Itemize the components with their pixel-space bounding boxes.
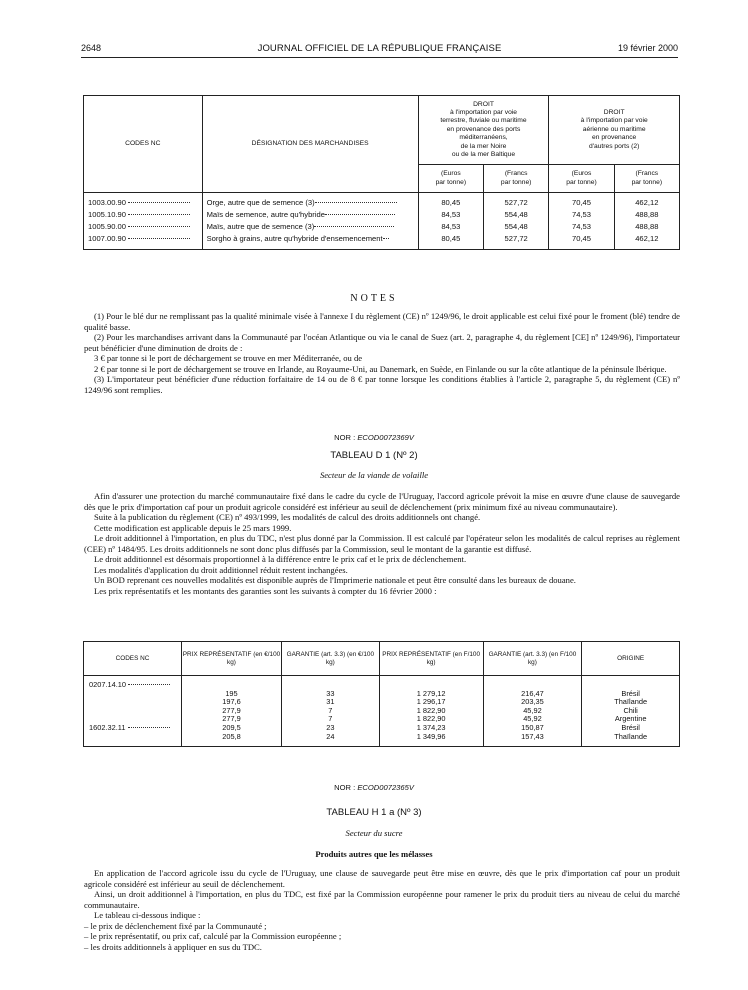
tableau-h1a-title: TABLEAU H 1 a (Nº 3) — [326, 807, 422, 818]
section-d-body: Afin d'assurer une protection du marché communautaire fixé dans le cadre du cycle de l'Uruguay, l'accord agricole prévoit la mise en œuvre d'une clause de sauvegarde dès que le prix d'importation caf pour un produit agricole considéré est inférieur au seuil de déclenchement (prix minimum fixé au niveau communautaire). Suite à la publication du règlement (CE) nº 493/1999, les modalités de calcul des droits additionnels ont changé. Cette modification est applicable depuis le 25 mars 1999. Le droit additionnel à l'importation, en plus du TDC, n'est plus donné par la Commission. Il est calculé par l'opérateur selon les modalités de calcul reprises au règlement (CEE) nº 1484/95. Les droits additionnels ne sont donc plus diffusés par la Commission, seul le montant de la garantie est diffusé. Le droit additionnel est désormais proportionnel à la différence entre le prix caf et le prix de déclenchement. Les modalités d'application du droit additionnel réduit restent inchangées. Un BOD reprenant ces nouvelles modalités est disponible auprès de l'Imprimerie nationale et peut être consulté dans les bureaux de douane. Les prix représentatifs et les montants des garanties sont les suivants à compter du 16 février 2000 : — [84, 491, 680, 596]
col-header-prix-frf: PRIX REPRÉSENTATIF (en F/100 kg) — [379, 642, 483, 676]
notes-body — [84, 311, 680, 395]
unit-francs: (Francs par tonne) — [484, 165, 549, 193]
note-2b: 2 € par tonne si le port de déchargement se trouve en Irlande, au Royaume-Uni, au Danemark, en Suède, en Finlande ou sur la côte atlantique de la péninsule Ibérique. — [94, 363, 667, 374]
poultry-price-table — [83, 641, 680, 747]
prix-frf-cell: 1 279,12 1 296,17 1 822,90 1 822,90 1 374,23 1 349,96 — [379, 676, 483, 747]
note-1: (1) Pour le blé dur ne remplissant pas la qualité minimale visée à l'annexe I du règlement (CE) nº 1249/96, le droit applicable est celui fixé pour le froment (blé) tendre de qualité basse. — [84, 311, 680, 332]
col-header-garantie-eur: GARANTIE (art. 3.3) (en €/100 kg) — [282, 642, 380, 676]
issue-date: 19 février 2000 — [617, 43, 678, 53]
page-number: 2648 — [81, 43, 102, 53]
page-header — [81, 43, 678, 57]
garantie-eur-cell: 33 31 7 7 23 24 — [282, 676, 380, 747]
sector-volaille: Secteur de la viande de volaille — [319, 470, 429, 480]
unit-euros: (Euros par tonne) — [549, 165, 614, 193]
unit-euros: (Euros par tonne) — [418, 165, 483, 193]
note-3: (3) L'importateur peut bénéficier d'une réduction forfaitaire de 14 ou de 8 € par tonne lorsque les conditions établies à l'article 2, paragraphe 5, du règlement (CE) nº 1249/96 sont remplies. — [84, 374, 680, 395]
codes-cell: 1003.00.90 1005.10.90 1005.90.00 1007.00.90 — [84, 193, 203, 250]
col-header-garantie-frf: GARANTIE (art. 3.3) (en F/100 kg) — [483, 642, 582, 676]
heading-produits: Produits autres que les mélasses — [315, 849, 433, 859]
note-2: (2) Pour les marchandises arrivant dans la Communauté par l'océan Atlantique ou via le canal de Suez (art. 2, paragraphe 4, du règlement [CE] nº 1249/96), l'importateur peut bénéficier d'une diminution de droits de : — [84, 332, 680, 353]
section-h-body: En application de l'accord agricole issu du cycle de l'Uruguay, une clause de sauvegarde peut être mise en œuvre, dès que le prix d'importation caf pour un produit agricole considéré est inférieur au seuil de déclenchement. Ainsi, un droit additionnel à l'importation, en plus du TDC, est fixé par la Commission européenne pour ramener le prix du produit tiers au niveau de celui du marché communautaire. Le tableau ci-dessous indique : – le prix de déclenchement fixé par la Communauté ; – le prix représentatif, ou prix caf, calculé par la Commission européenne ; – les droits additionnels à appliquer en sus du TDC. — [84, 868, 680, 952]
origine-cell: Brésil Thaïlande Chili Argentine Brésil Thaïlande — [582, 676, 680, 747]
journal-title: JOURNAL OFFICIEL DE LA RÉPUBLIQUE FRANÇAISE — [257, 43, 502, 54]
droit2-euros-cell: 70,45 74,53 74,53 70,45 — [549, 193, 614, 250]
tableau-d1-title: TABLEAU D 1 (Nº 2) — [330, 450, 418, 461]
col-header-droit-2: DROIT à l'importation par voie aérienne ou maritime en provenance d'autres ports (2) — [549, 96, 680, 165]
col-header-droit-1: DROIT à l'importation par voie terrestre, fluviale ou maritime en provenance des ports méditerranéens, de la mer Noire ou de la mer Baltique — [418, 96, 549, 165]
col-header-origine: ORIGINE — [582, 642, 680, 676]
droit2-francs-cell: 462,12 488,88 488,88 462,12 — [614, 193, 679, 250]
droit1-euros-cell: 80,45 84,53 84,53 80,45 — [418, 193, 483, 250]
garantie-frf-cell: 216,47 203,35 45,92 45,92 150,87 157,43 — [483, 676, 582, 747]
unit-francs: (Francs par tonne) — [614, 165, 679, 193]
header-rule — [81, 57, 678, 58]
nor-reference-d: NOR : ECOD0072369V — [334, 433, 414, 442]
cereal-duty-table — [83, 95, 680, 250]
prix-eur-cell: 195 197,6 277,9 277,9 209,5 205,8 — [181, 676, 281, 747]
col-header-designation: DÉSIGNATION DES MARCHANDISES — [202, 96, 418, 193]
col-header-prix-eur: PRIX REPRÉSENTATIF (en €/100 kg) — [181, 642, 281, 676]
col-header-codes: CODES NC — [84, 96, 203, 193]
sector-sucre: Secteur du sucre — [345, 828, 403, 838]
droit1-francs-cell: 527,72 554,48 554,48 527,72 — [484, 193, 549, 250]
codes-nc-cell: 0207.14.10 1602.32.11 — [84, 676, 182, 747]
nor-reference-h: NOR : ECOD0072365V — [334, 783, 414, 792]
designation-cell: Orge, autre que de semence (3) Maïs de semence, autre qu'hybride Maïs, autre que de semence (3) Sorgho à grains, autre qu'hybride d'ensemencement — [202, 193, 418, 250]
notes-title: NOTES — [350, 293, 398, 304]
col-header-codes-nc: CODES NC — [84, 642, 182, 676]
note-2a: 3 € par tonne si le port de déchargement se trouve en mer Méditerranée, ou de — [94, 353, 363, 363]
